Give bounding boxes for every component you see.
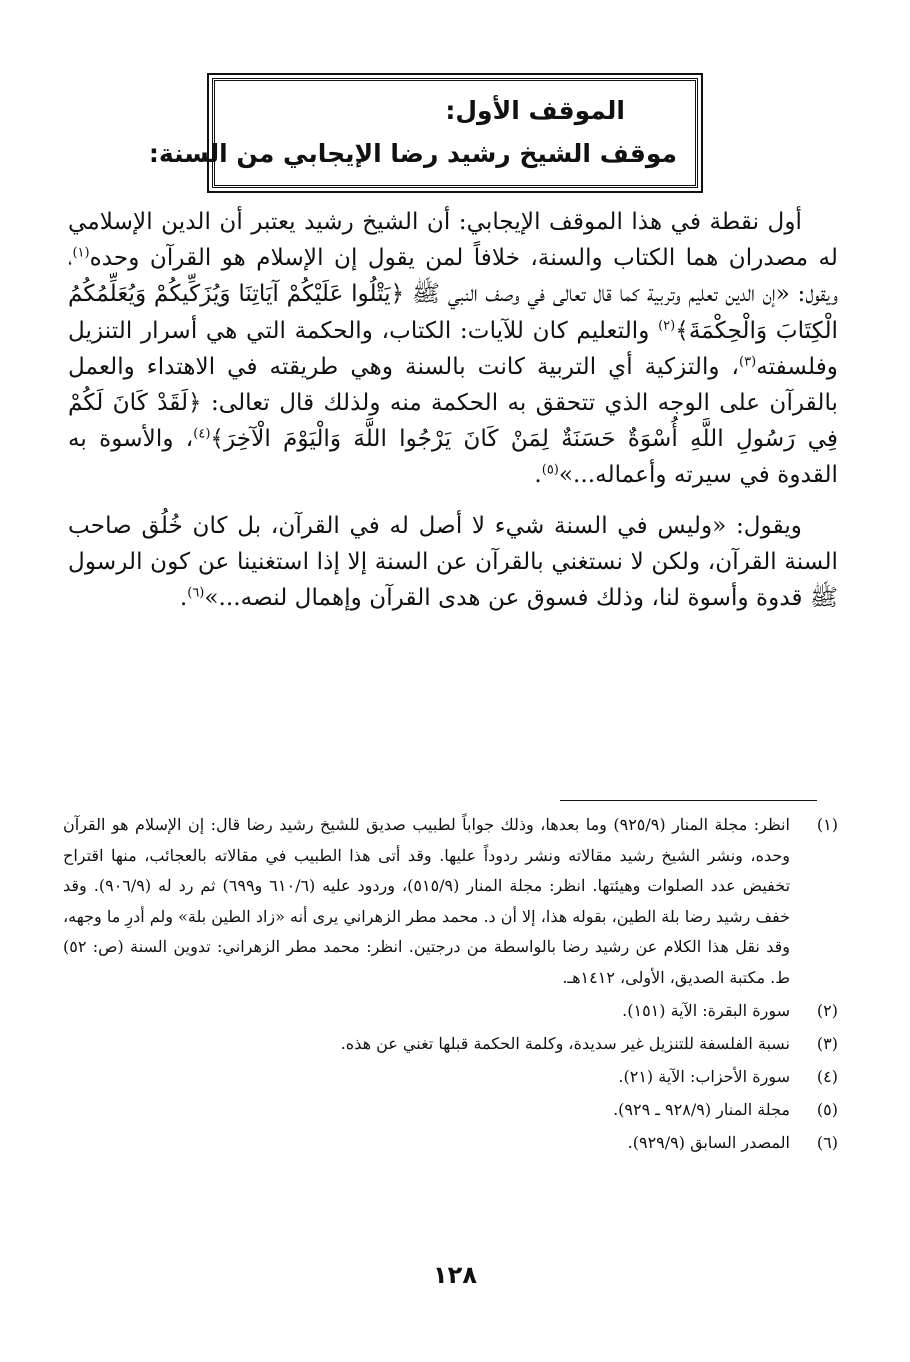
footnote-text: المصدر السابق (٩٢٩/٩). — [627, 1133, 790, 1152]
footnote-ref-5[interactable]: (٥) — [541, 462, 559, 478]
footnote-1 — [63, 810, 838, 993]
footnote-3 — [63, 1029, 838, 1059]
text-run: والتعليم كان للآيات: الكتاب، والحكمة التي هي أسرار التنزيل وفلسفته — [68, 316, 838, 380]
footnote-separator — [560, 800, 817, 801]
text-run: ، ويقول: «إن الدين تعليم وتربية كما قال تعالى في وصف النبي ﷺ — [68, 244, 838, 308]
footnote-ref-1[interactable]: (١) — [72, 245, 90, 261]
text-run: أول نقطة في هذا الموقف الإيجابي: أن الشيخ رشيد يعتبر أن الدين الإسلامي له مصدران هما الكتاب والسنة، خلافاً لمن يقول إن الإسلام هو القرآن وحده — [68, 208, 838, 272]
text-run: . — [534, 461, 542, 489]
text-run: ويقول: «وليس في السنة شيء لا أصل له في القرآن، بل كان خُلُق صاحب السنة القرآن، ولكن لا نستغني بالقرآن عن السنة إلا إذا استغنينا عن كون الرسول ﷺ قدوة وأسوة لنا، وذلك فسوق عن هدى القرآن وإهمال لنصه...» — [68, 511, 838, 612]
footnote-4 — [63, 1062, 838, 1092]
footnote-ref-2[interactable]: (٢) — [658, 317, 676, 333]
footnote-number: (٥) — [816, 1100, 838, 1119]
footnote-2 — [63, 996, 838, 1026]
footnote-text: مجلة المنار (٩٢٨/٩ ـ ٩٢٩). — [613, 1100, 790, 1119]
text-run: . — [179, 584, 188, 612]
footnote-5 — [63, 1095, 838, 1125]
page-number: ١٢٨ — [433, 1261, 477, 1289]
footnote-number: (٣) — [816, 1034, 838, 1053]
section-title-box — [148, 78, 698, 188]
footnote-number: (١) — [816, 815, 838, 834]
footnote-text: انظر: مجلة المنار (٩٢٥/٩) وما بعدها، وذلك جواباً لطبيب صديق للشيخ رشيد رضا قال: إن الإسلام هو القرآن وحده، ونشر الشيخ رشيد مقالاته ونشر ردوداً عليها. وقد أتى هذا الطبيب في مقالاته بالعجائب، منها اقتراح تخفيض عدد الصلوات وهيئتها. انظر: مجلة المنار (٥١٥/٩)، وردود عليه (٦١٠/٦ و٦٩٩) ثم رد له (٩٠٦/٩). وقد خفف رشيد رضا بلة الطين، بقوله هذا، إلا أن د. محمد مطر الزهراني يرى أنه «زاد الطين بلة» ولم أدرِ ما وجهه، وقد نقل هذا الكلام عن رشيد رضا بالواسطة من درجتين. انظر: محمد مطر الزهراني: تدوين السنة (ص: ٥٢) ط. مكتبة الصديق، الأولى، ١٤١٢هـ. — [63, 815, 791, 987]
footnote-ref-4[interactable]: (٤) — [193, 426, 211, 442]
footnote-text: سورة البقرة: الآية (١٥١). — [622, 1001, 790, 1020]
footnote-ref-6[interactable]: (٦) — [187, 585, 205, 601]
footnotes — [63, 810, 838, 1158]
quran-verse: ﴿لَقَدْ كَانَ لَكُمْ فِي رَسُولِ اللَّهِ أُسْوَةٌ حَسَنَةٌ لِمَنْ كَانَ يَرْجُوا اللَّهَ وَالْيَوْمَ الْآخِرَ﴾ — [68, 389, 838, 453]
footnote-number: (٢) — [816, 1001, 838, 1020]
footnote-6 — [63, 1128, 838, 1158]
footnote-text: سورة الأحزاب: الآية (٢١). — [618, 1067, 790, 1086]
paragraph-1 — [68, 204, 838, 494]
text-run: ، والأسوة به القدوة في سيرته وأعماله...» — [68, 425, 838, 489]
text-run: ، والتزكية أي التربية كانت بالسنة وهي طريقته في الاهتداء والعمل بالقرآن على الوجه الذي تتحقق به الحكمة منه ولذلك قال تعالى: — [68, 352, 838, 417]
footnote-number: (٦) — [816, 1133, 838, 1152]
footnote-number: (٤) — [816, 1067, 838, 1086]
quran-verse: ﴿يَتْلُوا عَلَيْكُمْ آيَاتِنَا وَيُزَكِّيكُمْ وَيُعَلِّمُكُمُ الْكِتَابَ وَالْحِكْمَةَ﴾ — [68, 280, 838, 344]
section-title: الموقف الأول: — [445, 96, 625, 125]
section-subtitle: موقف الشيخ رشيد رضا الإيجابي من السنة: — [148, 139, 677, 168]
paragraph-2 — [68, 508, 838, 617]
footnote-ref-3[interactable]: (٣) — [739, 354, 757, 370]
footnote-text: نسبة الفلسفة للتنزيل غير سديدة، وكلمة الحكمة قبلها تغني عن هذه. — [340, 1034, 790, 1053]
main-text — [68, 204, 838, 616]
